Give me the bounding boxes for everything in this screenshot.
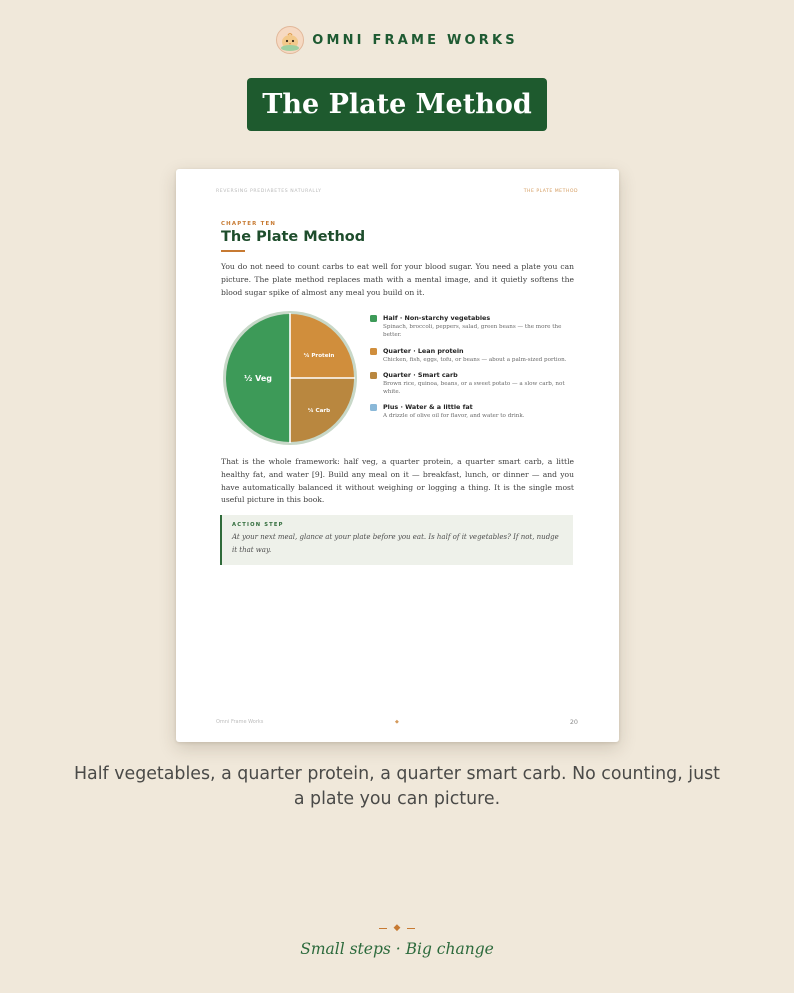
legend-title: Quarter · Lean protein <box>383 347 464 355</box>
legend-item-water-fat <box>370 403 580 420</box>
ornament-divider <box>0 923 794 933</box>
legend-swatch-protein <box>370 348 377 355</box>
banner-title: The Plate Method <box>262 89 532 120</box>
intro-paragraph: You do not need to count carbs to eat well for your blood sugar. You need a plate you can picture. The plate method replaces math with a mental image, and it quietly softens the blood sugar spike of almost any meal you build on it. <box>221 262 574 297</box>
legend-desc: Chicken, fish, eggs, tofu, or beans — about a palm-sized portion. <box>383 357 567 363</box>
legend-swatch-water-fat <box>370 404 377 411</box>
legend-desc: Spinach, broccoli, peppers, salad, green beans — the more the better. <box>383 324 562 338</box>
legend-desc: Brown rice, quinoa, beans, or a sweet potato — a slow carb, not white. <box>383 381 565 395</box>
book-page <box>176 169 619 742</box>
chapter-label: CHAPTER TEN <box>221 221 277 227</box>
legend-item-carb <box>370 371 580 396</box>
plate-veg-label: ½ Veg <box>244 374 272 383</box>
ornament-dash-right <box>407 928 415 929</box>
tagline: Small steps · Big change <box>300 940 494 958</box>
action-step-label: ACTION STEP <box>232 522 284 528</box>
legend-item-protein <box>370 347 580 364</box>
plate-diagram <box>222 310 358 446</box>
legend-swatch-carb <box>370 372 377 379</box>
brand-name: OMNI FRAME WORKS <box>312 32 518 48</box>
legend-swatch-vegetables <box>370 315 377 322</box>
legend-title: Half · Non-starchy vegetables <box>383 314 491 322</box>
legend-title: Quarter · Smart carb <box>383 371 458 379</box>
plate-legend <box>370 314 580 420</box>
chick-mascot-icon <box>276 26 304 54</box>
diamond-icon: ◆ <box>393 923 401 933</box>
chapter-title: The Plate Method <box>221 229 366 245</box>
legend-desc: A drizzle of olive oil for flavor, and water to drink. <box>383 413 525 419</box>
action-step-box <box>220 515 573 565</box>
plate-protein-label: ¼ Protein <box>303 353 335 359</box>
title-banner <box>247 78 547 131</box>
legend-title: Plus · Water & a little fat <box>383 403 473 411</box>
legend-item-vegetables <box>370 314 580 339</box>
action-step-text: At your next meal, glance at your plate before you eat. Is half of it vegetables? If not, nudge it that way. <box>232 533 559 554</box>
plate-carb-label: ¼ Carb <box>307 408 331 414</box>
brand-header <box>0 26 794 54</box>
footer-diamond-icon: ◆ <box>395 719 399 725</box>
running-head-right: THE PLATE METHOD <box>523 189 578 194</box>
running-head-left: REVERSING PREDIABETES NATURALLY <box>216 189 322 194</box>
plate-protein-slice <box>290 314 354 378</box>
title-underline <box>221 250 245 252</box>
page-number: 20 <box>569 718 578 726</box>
caption: Half vegetables, a quarter protein, a quarter smart carb. No counting, just a plate you can picture. <box>73 764 721 809</box>
ornament-dash-left <box>379 928 387 929</box>
page-footer-publisher: Omni Frame Works <box>216 719 264 725</box>
framework-paragraph: That is the whole framework: half veg, a quarter protein, a quarter smart carb, a little healthy fat, and water [9]. Build any meal on it — breakfast, lunch, or dinner — and you have automatically balanced it without weighing or logging a thing. It is the single most useful picture in this book. <box>221 457 574 505</box>
